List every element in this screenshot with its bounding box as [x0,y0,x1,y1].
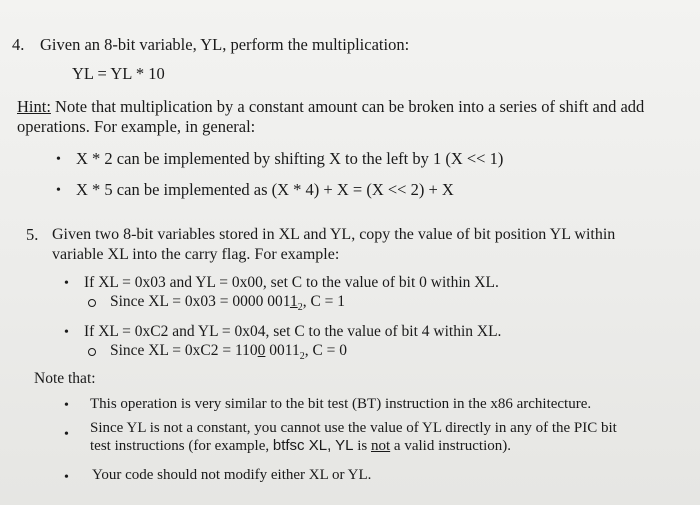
circle-bullet-icon [88,299,96,307]
note-1: This operation is very similar to the bit test (BT) instruction in the x86 architecture. [90,396,592,412]
note-3: Your code should not modify either XL or YL. [92,467,372,483]
bullet-icon: • [64,276,69,291]
note-label: Note that: [34,370,96,387]
hint-line-1 [17,97,644,117]
q4-number: 4. [12,35,25,54]
note-2-line-2: test instructions (for example, btfsc XL, YL is not a valid instruction). [90,437,511,454]
q5-number: 5. [26,225,39,244]
bullet-icon: • [64,398,69,413]
q4-bullet-1: X * 2 can be implemented by shifting X to the left by 1 (X << 1) [76,149,504,168]
hint-text: Note that multiplication by a constant amount can be broken into a series of shift and add [50,97,645,116]
q4-equation: YL = YL * 10 [72,64,165,83]
note-2-line-1: Since YL is not a constant, you cannot use the value of YL directly in any of the PIC bit [90,420,617,436]
circle-bullet-icon [88,348,96,356]
bullet-icon: • [64,427,69,442]
q4-bullet-2: X * 5 can be implemented as (X * 4) + X = (X << 2) + X [76,180,454,199]
hint-line-2: operations. For example, in general: [17,117,256,136]
hint-label: Hint: [17,97,51,116]
q4-text: Given an 8-bit variable, YL, perform the multiplication: [40,35,410,54]
q5-text: Given two 8-bit variables stored in XL and YL, copy the value of bit position YL within [52,226,616,243]
q5-example-1: If XL = 0x03 and YL = 0x00, set C to the value of bit 0 within XL. [84,274,499,291]
q5-example-1-detail: Since XL = 0x03 = 0000 $0011_2$, C = 1 [110,293,346,314]
bullet-icon: • [56,183,61,198]
q5-text-2: variable XL into the carry flag. For example: [52,246,340,263]
q5-example-2-detail: Since XL = 0xC2 = 1100 $0011_2$, C = 0 [110,342,348,363]
bullet-icon: • [56,152,61,167]
bullet-icon: • [64,325,69,340]
bullet-icon: • [64,470,69,485]
q5-example-2: If XL = 0xC2 and YL = 0x04, set C to the value of bit 4 within XL. [84,323,502,340]
